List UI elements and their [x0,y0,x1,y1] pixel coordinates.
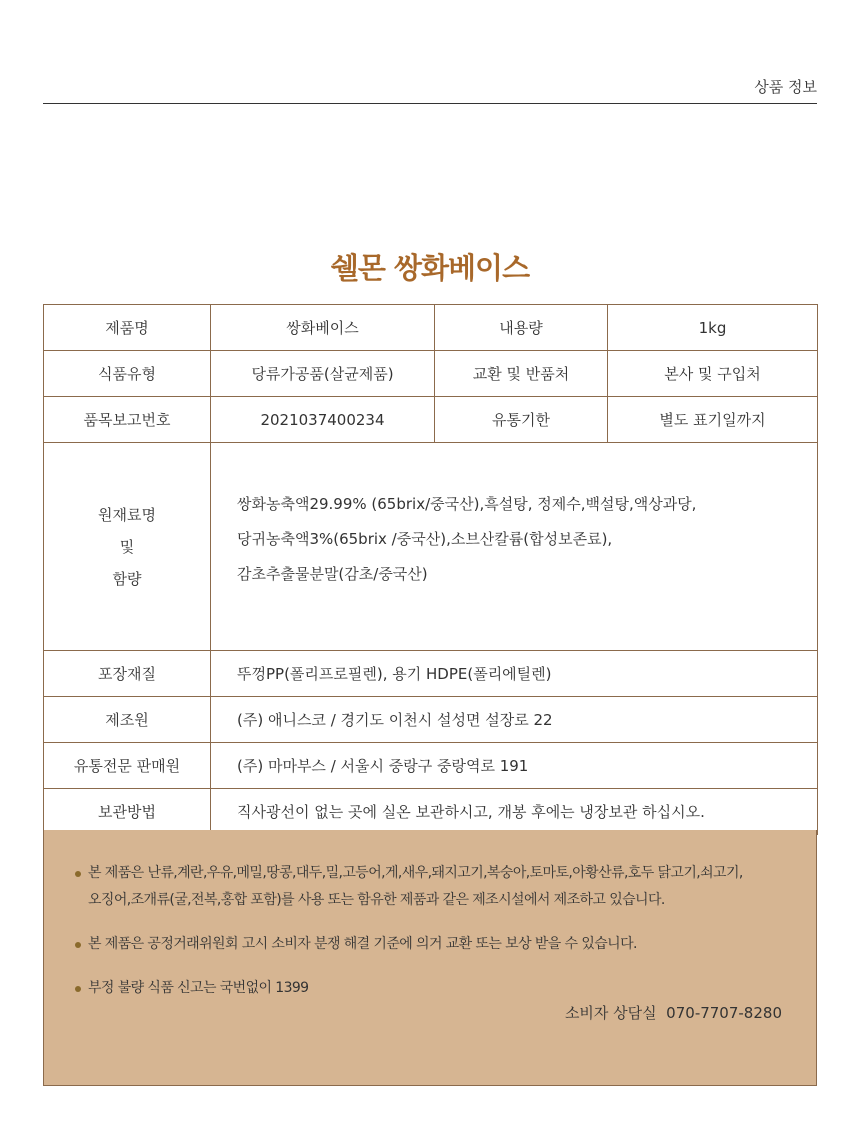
raw-label-line: 함량 [112,569,142,588]
table-row [44,651,818,697]
value-expiry: 별도 표기일까지 [608,397,818,443]
value-volume: 1kg [608,305,818,351]
table-row [44,443,818,651]
label-storage: 보관방법 [44,789,211,835]
product-title: 쉘몬 쌍화베이스 [330,251,530,285]
raw-label-line: 및 [119,537,135,556]
table-row [44,351,818,397]
table-row [44,697,818,743]
label-exchange: 교환 및 반품처 [435,351,608,397]
section-label: 상품 정보 [754,78,817,96]
notice-text: 본 제품은 공정거래위원회 고시 소비자 분쟁 해결 기준에 의거 교환 또는 보상 받을 수 있습니다. [88,936,637,952]
consumer-hotline: 소비자 상담실 070-7707-8280 [564,1004,782,1022]
label-distributor: 유통전문 판매원 [44,743,211,789]
raw-material-line: 감초추출물분말(감초/중국산) [237,565,428,583]
raw-label-line: 원재료명 [98,505,156,524]
notice-allergen [75,860,795,914]
notice-compensation [75,931,795,958]
label-volume: 내용량 [435,305,608,351]
value-storage: 직사광선이 없는 곳에 실온 보관하시고, 개봉 후에는 냉장보관 하십시오. [211,789,818,835]
notice-report [75,975,795,1002]
value-raw-materials [211,443,818,651]
value-distributor: (주) 마마부스 / 서울시 중랑구 중랑역로 191 [211,743,818,789]
value-report-number: 2021037400234 [211,397,435,443]
bullet-icon [75,986,81,992]
value-exchange: 본사 및 구입처 [608,351,818,397]
label-expiry: 유통기한 [435,397,608,443]
label-report-number: 품목보고번호 [44,397,211,443]
table-row [44,397,818,443]
top-divider [43,103,817,104]
label-product-name: 제품명 [44,305,211,351]
table-row [44,743,818,789]
notice-text: 오징어,조개류(굴,전복,홍합 포함)를 사용 또는 함유한 제품과 같은 제조시설에서 제조하고 있습니다. [88,892,665,908]
label-food-type: 식품유형 [44,351,211,397]
table-row [44,789,818,835]
notice-text: 본 제품은 난류,계란,우유,메밀,땅콩,대두,밀,고등어,게,새우,돼지고기,복숭아,토마토,아황산류,호두 닭고기,쇠고기, [88,865,743,881]
value-product-name: 쌍화베이스 [211,305,435,351]
notice-text: 부정 불량 식품 신고는 국번없이 1399 [88,980,309,996]
bullet-icon [75,942,81,948]
value-packaging: 뚜껑PP(폴리프로필렌), 용기 HDPE(폴리에틸렌) [211,651,818,697]
notice-box [43,830,817,1086]
raw-material-line: 당귀농축액3%(65brix /중국산),소브산칼륨(합성보존료), [237,530,613,548]
label-packaging: 포장재질 [44,651,211,697]
value-food-type: 당류가공품(살균제품) [211,351,435,397]
product-info-table [43,304,818,835]
value-manufacturer: (주) 애니스코 / 경기도 이천시 설성면 설장로 22 [211,697,818,743]
label-manufacturer: 제조원 [44,697,211,743]
label-raw-materials [44,443,211,651]
bullet-icon [75,871,81,877]
raw-material-line: 쌍화농축액29.99% (65brix/중국산),흑설탕, 정제수,백설탕,액상과당, [237,495,697,513]
table-row [44,305,818,351]
